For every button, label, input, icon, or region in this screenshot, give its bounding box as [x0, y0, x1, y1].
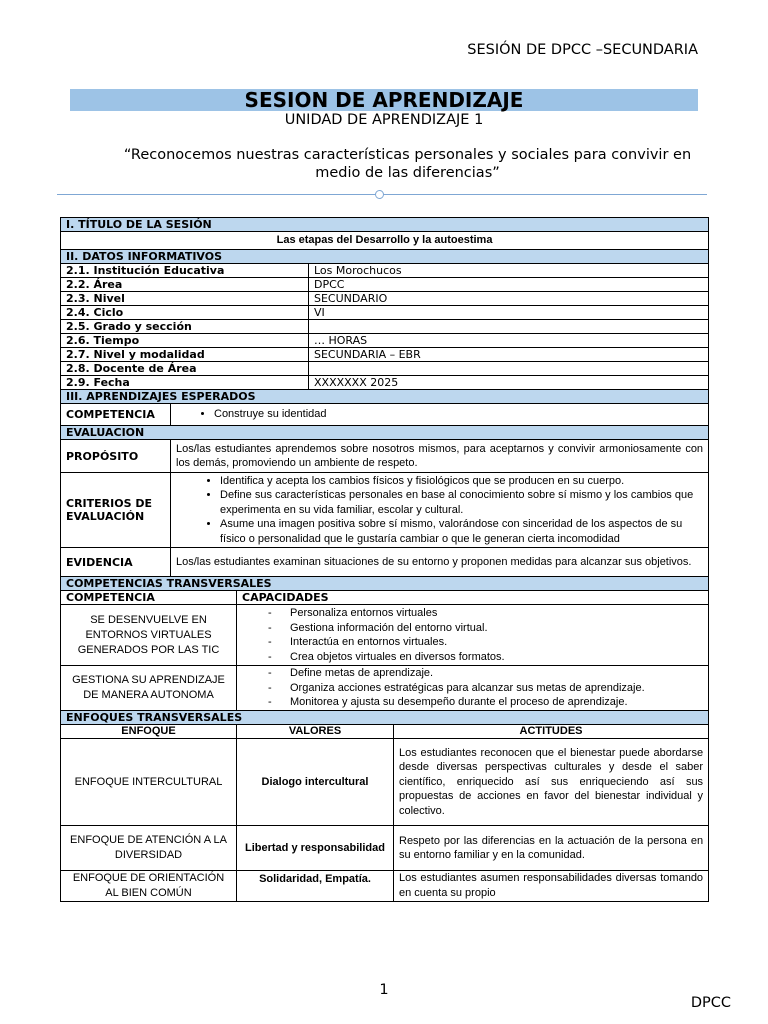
- datos-value: SECUNDARIA – EBR: [309, 348, 709, 362]
- datos-label: 2.6. Tiempo: [61, 334, 309, 348]
- transversal-capacidades: [237, 666, 709, 711]
- competencia-item: • Construye su identidad: [214, 407, 703, 422]
- criterios-label: CRITERIOS DE EVALUACIÓN: [61, 473, 171, 548]
- enfoque-actitud: Los estudiantes reconocen que el bienestar puede abordarse desde diversas perspectivas culturales y desde el saber científico, enriquecido así sus enriqueciendo así sus propuestas de acciones en favor del bienestar individual y colectivo.: [394, 739, 709, 826]
- enfoque-actitud: Los estudiantes asumen responsabilidades diversas tomando en cuenta su propio: [394, 871, 709, 902]
- col-enfoque: ENFOQUE: [61, 725, 237, 739]
- datos-value: … HORAS: [309, 334, 709, 348]
- datos-label: 2.2. Área: [61, 278, 309, 292]
- capacidad-item: - Personaliza entornos virtuales: [290, 606, 703, 621]
- datos-value: SECUNDARIO: [309, 292, 709, 306]
- datos-label: 2.4. Ciclo: [61, 306, 309, 320]
- transversales-heading: COMPETENCIAS TRANSVERSALES: [61, 577, 709, 591]
- unit-label: UNIDAD DE APRENDIZAJE 1: [284, 112, 484, 128]
- evaluacion-heading: EVALUACION: [61, 426, 709, 440]
- enfoque-name: ENFOQUE DE ATENCIÓN A LA DIVERSIDAD: [61, 826, 237, 871]
- datos-label: 2.3. Nivel: [61, 292, 309, 306]
- capacidad-item: - Crea objetos virtuales en diversos formatos.: [290, 650, 703, 665]
- datos-label: 2.5. Grado y sección: [61, 320, 309, 334]
- transversal-capacidades: [237, 605, 709, 666]
- session-table: [60, 217, 709, 902]
- enfoque-actitud: Respeto por las diferencias en la actuación de la persona en su entorno familiar y en la comunidad.: [394, 826, 709, 871]
- datos-value: Los Morochucos: [309, 264, 709, 278]
- enfoque-valor: Libertad y responsabilidad: [237, 826, 394, 871]
- unit-title: “Reconocemos nuestras características personales y sociales para convivir en medio de las diferencias”: [123, 147, 692, 181]
- capacidad-item: - Monitorea y ajusta su desempeño durante el proceso de aprendizaje.: [290, 695, 703, 710]
- col-actitudes: ACTITUDES: [394, 725, 709, 739]
- datos-value: [309, 320, 709, 334]
- header-session-type: SESIÓN DE DPCC –SECUNDARIA: [467, 42, 698, 58]
- section-title-heading: I. TÍTULO DE LA SESIÓN: [61, 218, 709, 232]
- enfoque-valor: Dialogo intercultural: [237, 739, 394, 826]
- capacidad-item: - Interactúa en entornos virtuales.: [290, 635, 703, 650]
- page-title: SESION DE APRENDIZAJE: [70, 89, 698, 111]
- section-aprendizajes-heading: III. APRENDIZAJES ESPERADOS: [61, 390, 709, 404]
- datos-value: DPCC: [309, 278, 709, 292]
- datos-label: 2.9. Fecha: [61, 376, 309, 390]
- criterio-item: • Define sus características personales en base al conocimiento sobre sí mismo y los cambios que experimenta en su vida familiar, escolar y cultural.: [220, 488, 703, 517]
- criterio-item: • Identifica y acepta los cambios físicos y fisiológicos que se producen en su cuerpo.: [220, 474, 703, 489]
- enfoque-name: ENFOQUE DE ORIENTACIÓN AL BIEN COMÚN: [61, 871, 237, 902]
- transversal-competencia: SE DESENVUELVE EN ENTORNOS VIRTUALES GENERADOS POR LAS TIC: [61, 605, 237, 666]
- proposito-label: PROPÓSITO: [61, 440, 171, 473]
- criterio-item: • Asume una imagen positiva sobre sí mismo, valorándose con sinceridad de los aspectos de su físico o personalidad que le gustaría cambiar o que le generan cierta incomodidad: [220, 517, 703, 546]
- capacidad-item: - Organiza acciones estratégicas para alcanzar sus metas de aprendizaje.: [290, 681, 703, 696]
- capacidad-item: - Define metas de aprendizaje.: [290, 666, 703, 681]
- datos-value: VI: [309, 306, 709, 320]
- evidencia-text: Los/las estudiantes examinan situaciones de su entorno y proponen medidas para alcanzar sus objetivos.: [171, 548, 709, 577]
- page-number: 1: [379, 982, 389, 998]
- competencia-cell: [171, 404, 709, 426]
- col-capacidades: CAPACIDADES: [237, 591, 709, 605]
- col-valores: VALORES: [237, 725, 394, 739]
- competencia-label: COMPETENCIA: [61, 404, 171, 426]
- enfoques-heading: ENFOQUES TRANSVERSALES: [61, 711, 709, 725]
- enfoque-valor: Solidaridad, Empatía.: [237, 871, 394, 902]
- capacidad-item: - Gestiona información del entorno virtual.: [290, 621, 703, 636]
- proposito-text: Los/las estudiantes aprendemos sobre nosotros mismos, para aceptarnos y convivir armoniosamente con los demás, promoviendo un ambiente de respeto.: [171, 440, 709, 473]
- section-datos-heading: II. DATOS INFORMATIVOS: [61, 250, 709, 264]
- evidencia-label: EVIDENCIA: [61, 548, 171, 577]
- session-title: Las etapas del Desarrollo y la autoestima: [61, 232, 709, 250]
- datos-value: XXXXXXX 2025: [309, 376, 709, 390]
- datos-label: 2.8. Docente de Área: [61, 362, 309, 376]
- col-competencia: COMPETENCIA: [61, 591, 237, 605]
- datos-label: 2.7. Nivel y modalidad: [61, 348, 309, 362]
- transversal-competencia: GESTIONA SU APRENDIZAJE DE MANERA AUTONOMA: [61, 666, 237, 711]
- criterios-cell: [171, 473, 709, 548]
- footer-label: DPCC: [690, 995, 731, 1011]
- datos-value: [309, 362, 709, 376]
- datos-label: 2.1. Institución Educativa: [61, 264, 309, 278]
- enfoque-name: ENFOQUE INTERCULTURAL: [61, 739, 237, 826]
